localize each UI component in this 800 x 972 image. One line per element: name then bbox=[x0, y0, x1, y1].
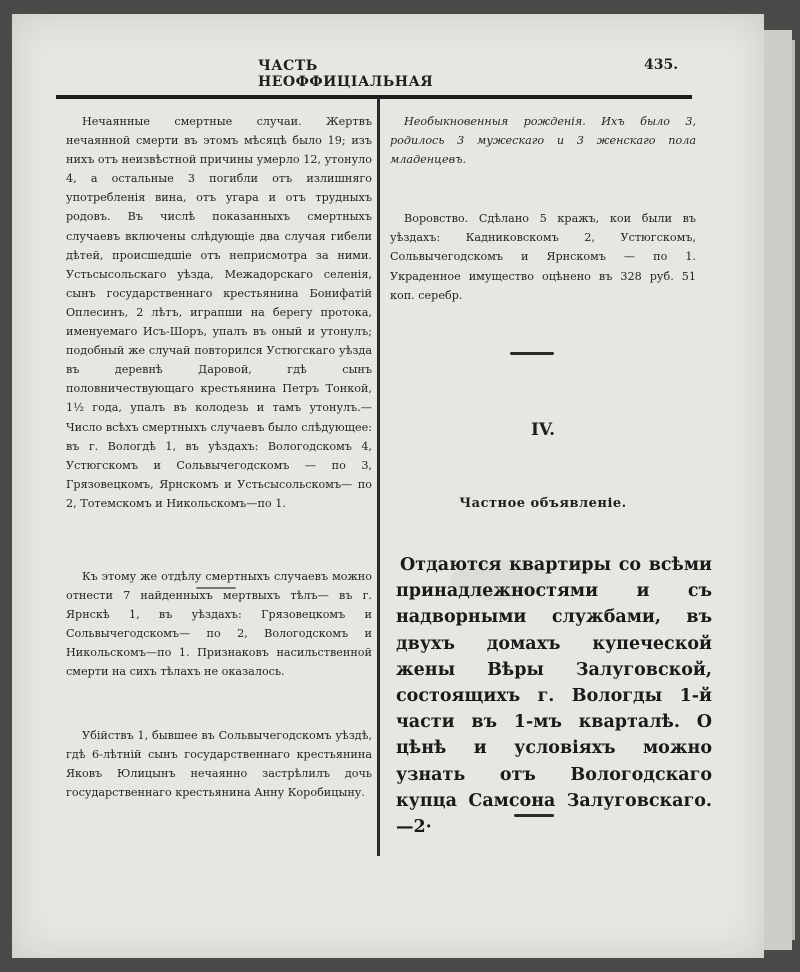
left-column bbox=[66, 112, 372, 802]
divider-ornament bbox=[196, 587, 236, 589]
divider-ornament bbox=[514, 814, 554, 817]
paragraph-murders: Убійствъ 1, бывшее въ Сольвычегодскомъ уѣздѣ, гдѣ 6-лѣтній сынъ государственнаго крестьянина Яковъ Юлицынъ нечаянно застрѣлилъ дочь государственнаго крестьянина Анну Коробицыну. bbox=[66, 728, 372, 799]
divider-ornament bbox=[510, 352, 554, 355]
header-rule bbox=[56, 95, 692, 99]
paragraph-found-bodies: Къ этому же отдѣлу смертныхъ случаевъ можно отнести 7 найденныхъ мертвыхъ тѣлъ— въ г. Ярнскѣ 1, въ уѣздахъ: Грязовецкомъ и Сольвычегодскомъ— по 2, Вологодскомъ и Никольскомъ—по 1. Признаковъ насильственной смерти на сихъ тѣлахъ не оказалось. bbox=[66, 569, 372, 679]
announcement-text: Отдаются квартиры со всѣми принадлежностями и съ надворными службами, въ двухъ домахъ купеческой жены Вѣры Залуговской, состоящихъ г. Вологды 1-й части въ 1-мъ кварталѣ. О цѣнѣ и условіяхъ можно узнать отъ Вологодскаго купца Самсона Залуговскаго.—2· bbox=[396, 555, 712, 838]
announcement-block bbox=[396, 552, 712, 840]
page-number: 435. bbox=[644, 57, 679, 73]
page-edge bbox=[762, 30, 792, 950]
running-header: ЧАСТЬ НЕОФФИЦІАЛЬНАЯ bbox=[258, 58, 434, 90]
column-divider bbox=[377, 98, 380, 856]
right-column bbox=[390, 112, 696, 305]
paragraph-thefts: Воровство. Сдѣлано 5 кражъ, кои были въ уѣздахъ: Кадниковскомъ 2, Устюгскомъ, Сольвычегодскомъ и Ярнскомъ — по 1. Украденное имущество оцѣнено въ 328 руб. 51 коп. серебр. bbox=[390, 212, 696, 302]
section-numeral: IV. bbox=[530, 420, 556, 440]
section-heading: Частное объявленіе. bbox=[459, 496, 627, 511]
paragraph-accidental-deaths: Нечаянные смертные случаи. Жертвъ нечаянной смерти въ этомъ мѣсяцѣ было 19; изъ нихъ отъ неизвѣстной причины умерло 12, утонуло 4, а остальные 3 погибли отъ излишняго употребленія вина, отъ угара и отъ трудныхъ родовъ. Въ числѣ показанныхъ смертныхъ случаевъ включены слѣдующіе два случая гибели дѣтей, происшедшіе отъ неприсмотра за ними. Устьсысольскаго уѣзда, Межадорскаго селенія, сынъ государственнаго крестьянина Бонифатій Оплесинъ, 2 лѣтъ, играпши на берегу протока, именуемаго Исъ-Шоръ, упалъ въ оный и утонулъ; подобный же случай повторился Устюгскаго уѣзда въ деревнѣ Даровой, гдѣ сынъ половничествующаго крестьянина Петръ Тонкой, 1½ года, упалъ въ колодезь и тамъ утонулъ.— Число всѣхъ смертныхъ случаевъ было слѣдующее: въ г. Вологдѣ 1, въ уѣздахъ: Вологодскомъ 4, Устюгскомъ и Сольвычегодскомъ — по 3, Грязовецкомъ, Ярнскомъ и Устьсысольскомъ— по 2, Тотемскомъ и Никольскомъ—по 1. bbox=[66, 115, 372, 510]
paragraph-unusual-births: Необыкновенныя рожденія. Ихъ было 3, родилось 3 мужескаго и 3 женскаго пола младенцевъ. bbox=[390, 115, 696, 167]
